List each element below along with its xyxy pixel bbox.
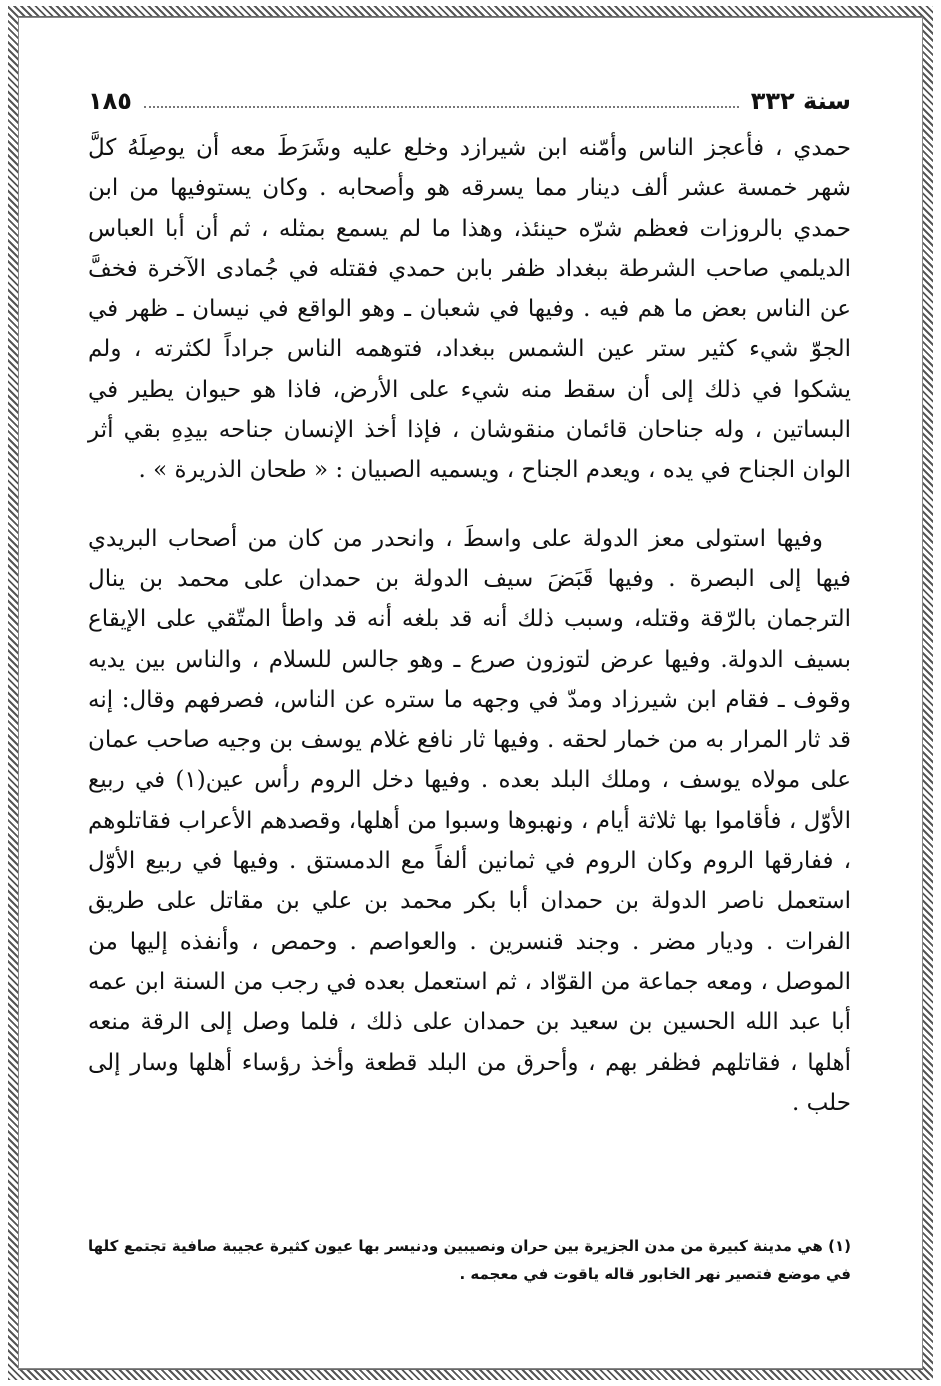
running-title: سنة ٣٣٢ (750, 87, 851, 115)
body-paragraph: وفيها استولى معز الدولة على واسطَ ، وانحدر من كان من أصحاب البريدي فيها إلى البصرة . وفيها قَبَضَ سيف الدولة بن حمدان على محمد بن ينال الترجمان بالرّقة وقتله، وسبب ذلك أنه قد بلغه أنه قد واطأ المتّقي على الإيقاع بسيف الدولة. وفيها عرض لتوزون صرع ـ وهو جالس للسلام ، والناس بين يديه وقوف ـ فقام ابن شيرزاد ومدّ في وجهه ما ستره عن الناس، فصرفهم وقال: إنه قد ثار المرار به من خمار لحقه . وفيها ثار نافع غلام يوسف بن وجيه صاحب عمان على مولاه يوسف ، وملك البلد بعده . وفيها دخل الروم رأس عين(١) في ربيع الأوّل ، فأقاموا بها ثلاثة أيام ، ونهبوها وسبوا من أهلها، وقصدهم الأعراب فقاتلوهم ، ففارقها الروم وكان الروم في ثمانين ألفاً مع الدمستق . وفيها في ربيع الأوّل استعمل ناصر الدولة بن حمدان أبا بكر محمد بن علي بن مقاتل على طريق الفرات . وديار مضر . وجند قنسرين . والعواصم . وحمص ، وأنفذه إليها من الموصل ، ومعه جماعة من القوّاد ، ثم استعمل بعده في رجب من السنة ابن عمه أبا عبد الله الحسين بن سعيد بن حمدان على ذلك ، فلما وصل إلى الرقة منعه أهلها ، فقاتلهم فظفر بهم ، وأحرق من البلد قطعة وأخذ رؤساء أهلها وسار إلى حلب . (88, 525, 852, 1116)
footnote: (١) هي مدينة كبيرة من مدن الجزيرة بين حران ونصيبين ودنيسر بها عيون كثيرة عجيبة صافية تجتمع كلها في موضع فتصير نهر الخابور قاله ياقوت في معجمه . (88, 1237, 851, 1283)
page-number: ١٨٥ (88, 87, 132, 115)
body-paragraph: حمدي ، فأعجز الناس وأمّنه ابن شيرازد وخلع عليه وشَرَطَ معه أن يوصِلَهُ كلَّ شهر خمسة عشر ألف دينار مما يسرقه هو وأصحابه . وكان يستوفيها من ابن حمدي بالروزات فعظم شرّه حينئذ، وهذا ما لم يسمع بمثله ، ثم أن أبا العباس الديلمي صاحب الشرطة ببغداد ظفر بابن حمدي فقتله في جُمادى الآخرة فخفَّ عن الناس بعض ما هم فيه . وفيها في شعبان ـ وهو الواقع في نيسان ـ ظهر في الجوّ شيء كثير ستر عين الشمس ببغداد، فتوهمه الناس جراداً لكثرته ، ولم يشكوا في ذلك إلى أن سقط منه شيء على الأرض، فاذا هو حيوان يطير في البساتين ، وله جناحان قائمان منقوشان ، فإذا أخذ الإنسان جناحه بيدِهِ بقي أثر الوان الجناح في يده ، ويعدم الجناح ، ويسميه الصبيان : « طحان الذريرة » . (88, 135, 852, 484)
page-content (88, 78, 851, 1123)
page-header (88, 78, 851, 124)
header-dotted-rule (144, 106, 739, 108)
